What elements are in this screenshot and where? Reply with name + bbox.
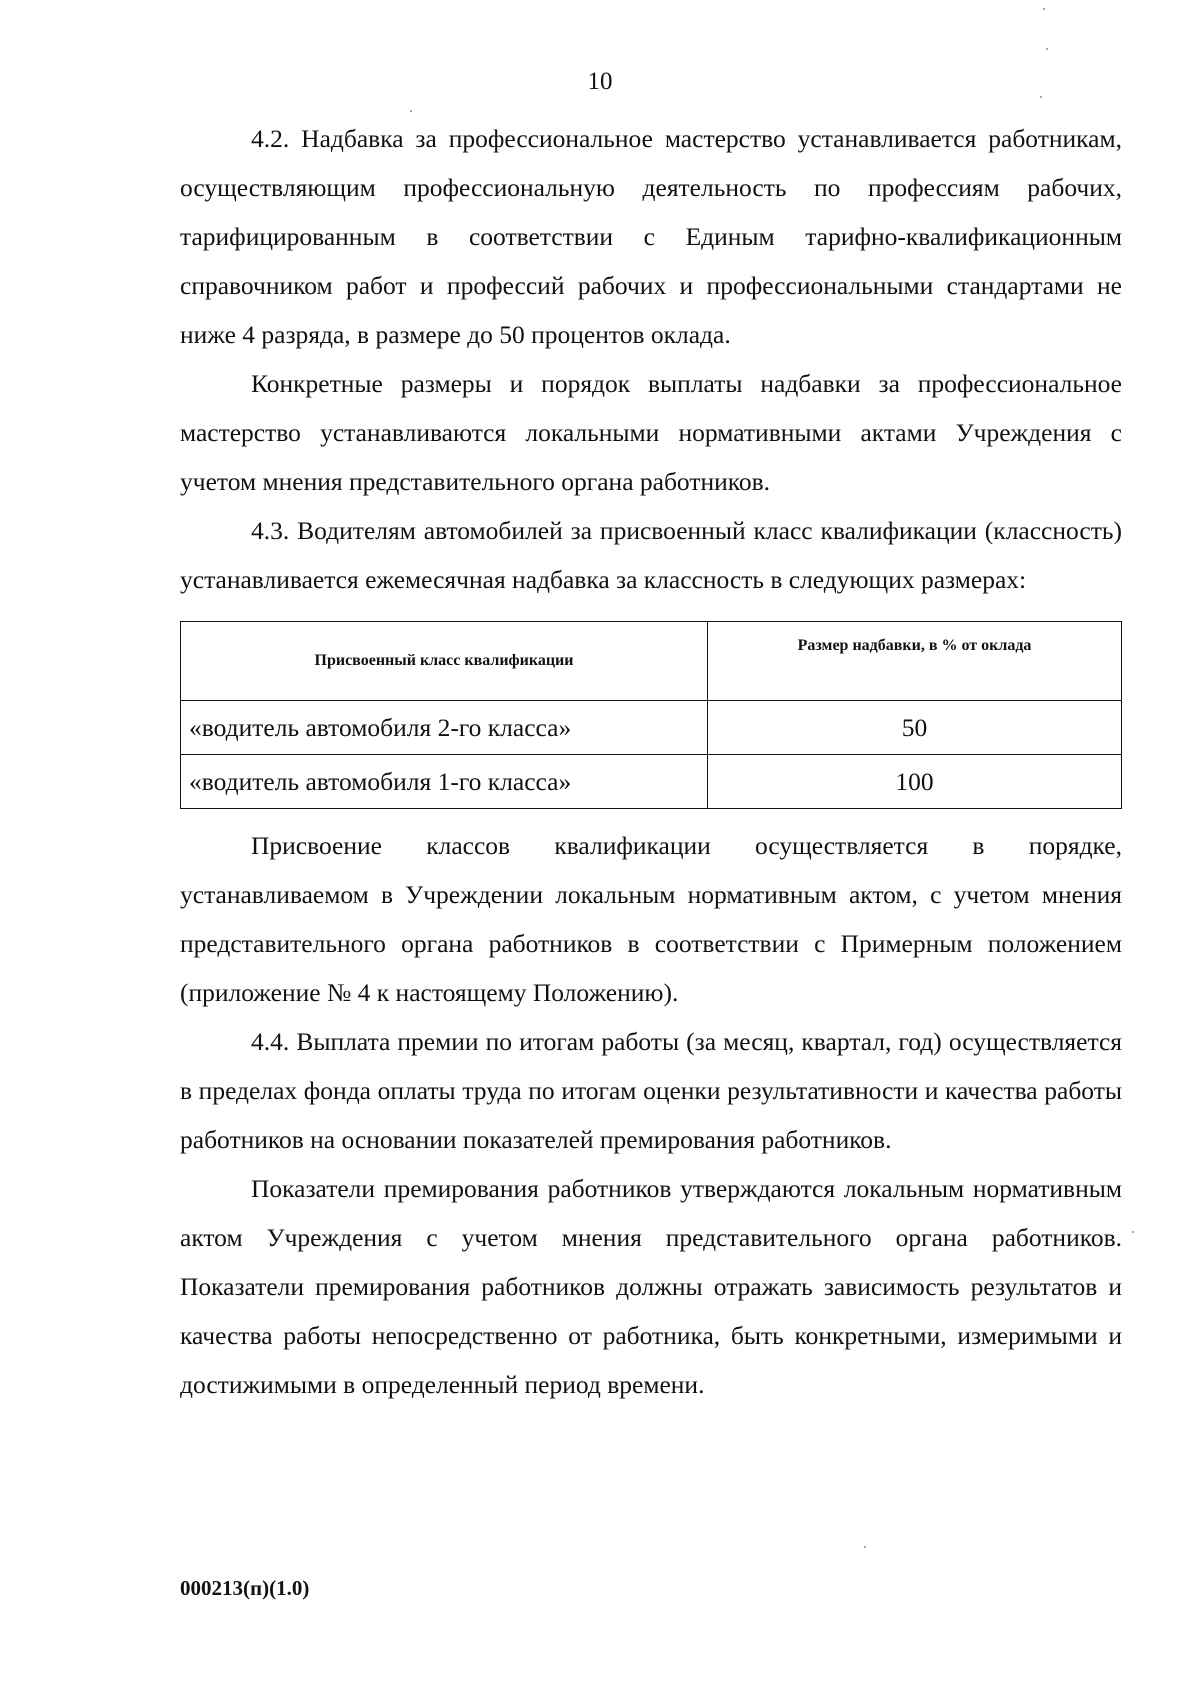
row-bonus-value: 50 xyxy=(708,701,1122,755)
qualification-bonus-table xyxy=(180,621,1122,809)
scan-speck xyxy=(410,110,412,112)
paragraph-4-2: 4.2. Надбавка за профессиональное мастерство устанавливается работникам, осуществляющим профессиональную деятельность по профессиям рабочих, тарифицированным в соответствии с Единым тарифно-квалификационным справочником работ и профессий рабочих и профессиональными стандартами не ниже 4 разряда, в размере до 50 процентов оклада. xyxy=(180,124,1122,349)
row-class-label: «водитель автомобиля 2-го класса» xyxy=(181,701,708,755)
scan-speck xyxy=(864,1546,866,1548)
paragraph-4-3: 4.3. Водителям автомобилей за присвоенный класс квалификации (классность) устанавливается ежемесячная надбавка за классность в следующих размерах: xyxy=(180,516,1122,594)
table-row xyxy=(181,755,1122,809)
table-header-row xyxy=(181,622,1122,701)
scan-speck xyxy=(1046,48,1048,50)
header-qualification-class: Присвоенный класс квалификации xyxy=(181,622,708,701)
paragraph-class-assignment: Присвоение классов квалификации осуществляется в порядке, устанавливаемом в Учреждении локальным нормативным актом, с учетом мнения представительного органа работников в соответствии с Примерным положением (приложение № 4 к настоящему Положению). xyxy=(180,831,1122,1007)
scan-speck xyxy=(1043,8,1045,10)
paragraph-bonus-details: Конкретные размеры и порядок выплаты надбавки за профессиональное мастерство устанавливаются локальными нормативными актами Учреждения с учетом мнения представительного органа работников. xyxy=(180,369,1122,496)
document-body xyxy=(180,114,1122,1409)
scan-speck xyxy=(1132,1231,1134,1233)
paragraph-bonus-indicators: Показатели премирования работников утверждаются локальным нормативным актом Учреждения с учетом мнения представительного органа работников. Показатели премирования работников должны отражать зависимость результатов и качества работы непосредственно от работника, быть конкретными, измеримыми и достижимыми в определенный период времени. xyxy=(180,1174,1122,1399)
header-bonus-size: Размер надбавки, в % от оклада xyxy=(708,622,1122,701)
page-number: 10 xyxy=(587,68,613,95)
row-bonus-value: 100 xyxy=(708,755,1122,809)
document-code: 000213(п)(1.0) xyxy=(180,1576,310,1600)
row-class-label: «водитель автомобиля 1-го класса» xyxy=(181,755,708,809)
scan-speck xyxy=(1040,96,1042,98)
paragraph-4-4: 4.4. Выплата премии по итогам работы (за месяц, квартал, год) осуществляется в пределах фонда оплаты труда по итогам оценки результативности и качества работы работников на основании показателей премирования работников. xyxy=(180,1027,1122,1154)
table-row xyxy=(181,701,1122,755)
